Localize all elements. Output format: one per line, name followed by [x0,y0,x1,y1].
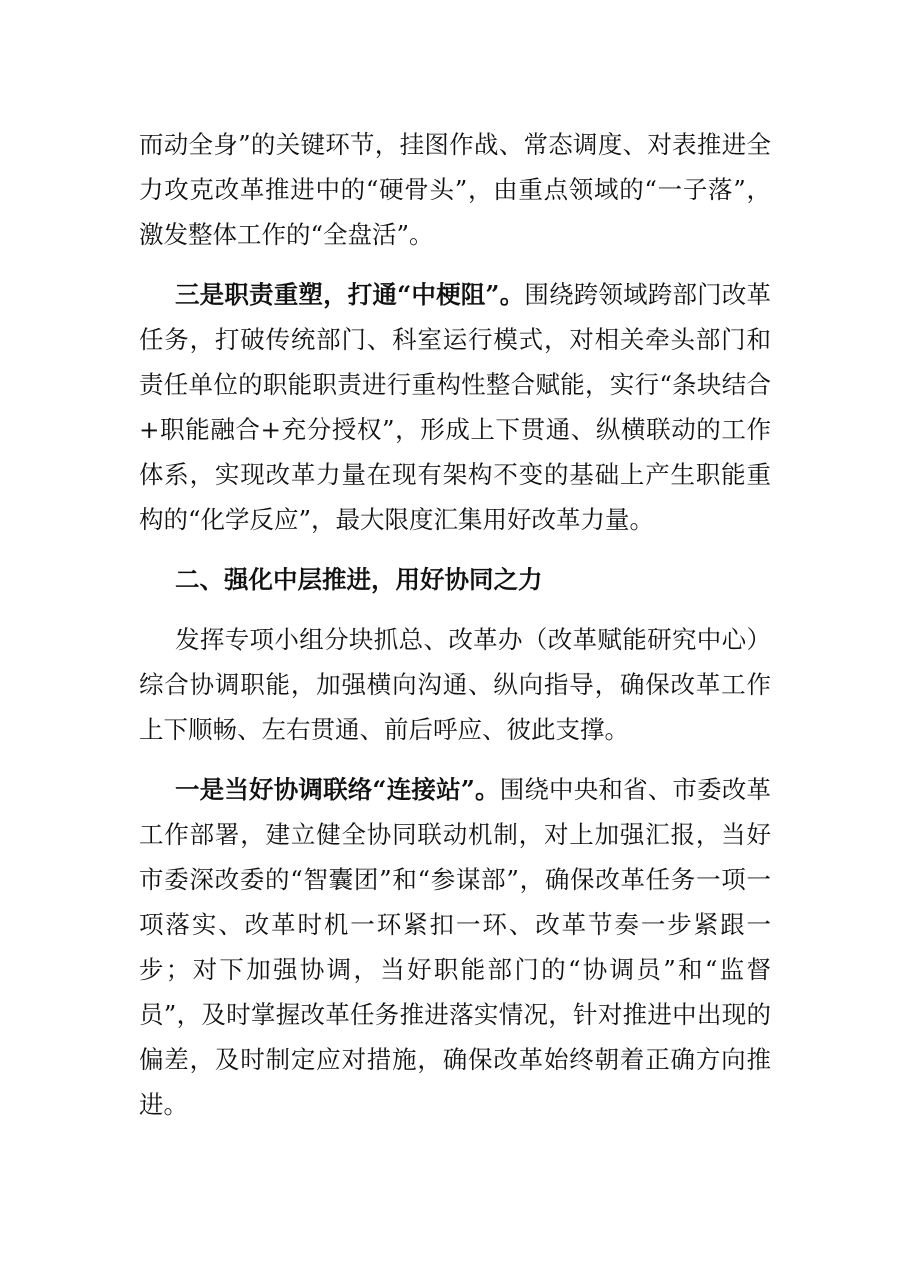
paragraph-text: 而动全身”的关键环节，挂图作战、常态调度、对表推进全力攻克改革推进中的“硬骨头”，由重点领域的“一子落”，激发整体工作的“全盘活”。 [139,130,771,249]
paragraph-text: 围绕中央和省、市委改革工作部署，建立健全协同联动机制，对上加强汇报，当好市委深改委的“智囊团”和“参谋部”，确保改革任务一项一项落实、改革时机一环紧扣一环、改革节奏一步紧跟一步；对下加强协调，当好职能部门的“协调员”和“监督员”，及时掌握改革任务推进落实情况，针对推进中出现的偏差，及时制定应对措施，确保改革始终朝着正确方向推进。 [139,775,771,1119]
paragraph-duty-reshaping [139,272,771,542]
document-body [139,122,771,1142]
section-heading: 二、强化中层推进，用好协同之力 [175,565,543,594]
paragraph-coordination-station [139,767,771,1127]
paragraph-text: 围绕跨领域跨部门改革任务，打破传统部门、科室运行模式，对相关牵头部门和责任单位的职能职责进行重构性整合赋能，实行“条块结合+职能融合+充分授权”，形成上下贯通、纵横联动的工作体系，实现改革力量在现有架构不变的基础上产生职能重构的“化学反应”，最大限度汇集用好改革力量。 [139,280,772,534]
paragraph-text: 发挥专项小组分块抓总、改革办（改革赋能研究中心）综合协调职能，加强横向沟通、纵向指导，确保改革工作上下顺畅、左右贯通、前后呼应、彼此支撑。 [139,625,771,744]
paragraph-section-intro [139,617,771,752]
paragraph-lead: 三是职责重塑，打通“中梗阻”。 [175,280,525,309]
paragraph-continuation [139,122,771,257]
paragraph-lead: 一是当好协调联络“连接站”。 [175,775,500,804]
